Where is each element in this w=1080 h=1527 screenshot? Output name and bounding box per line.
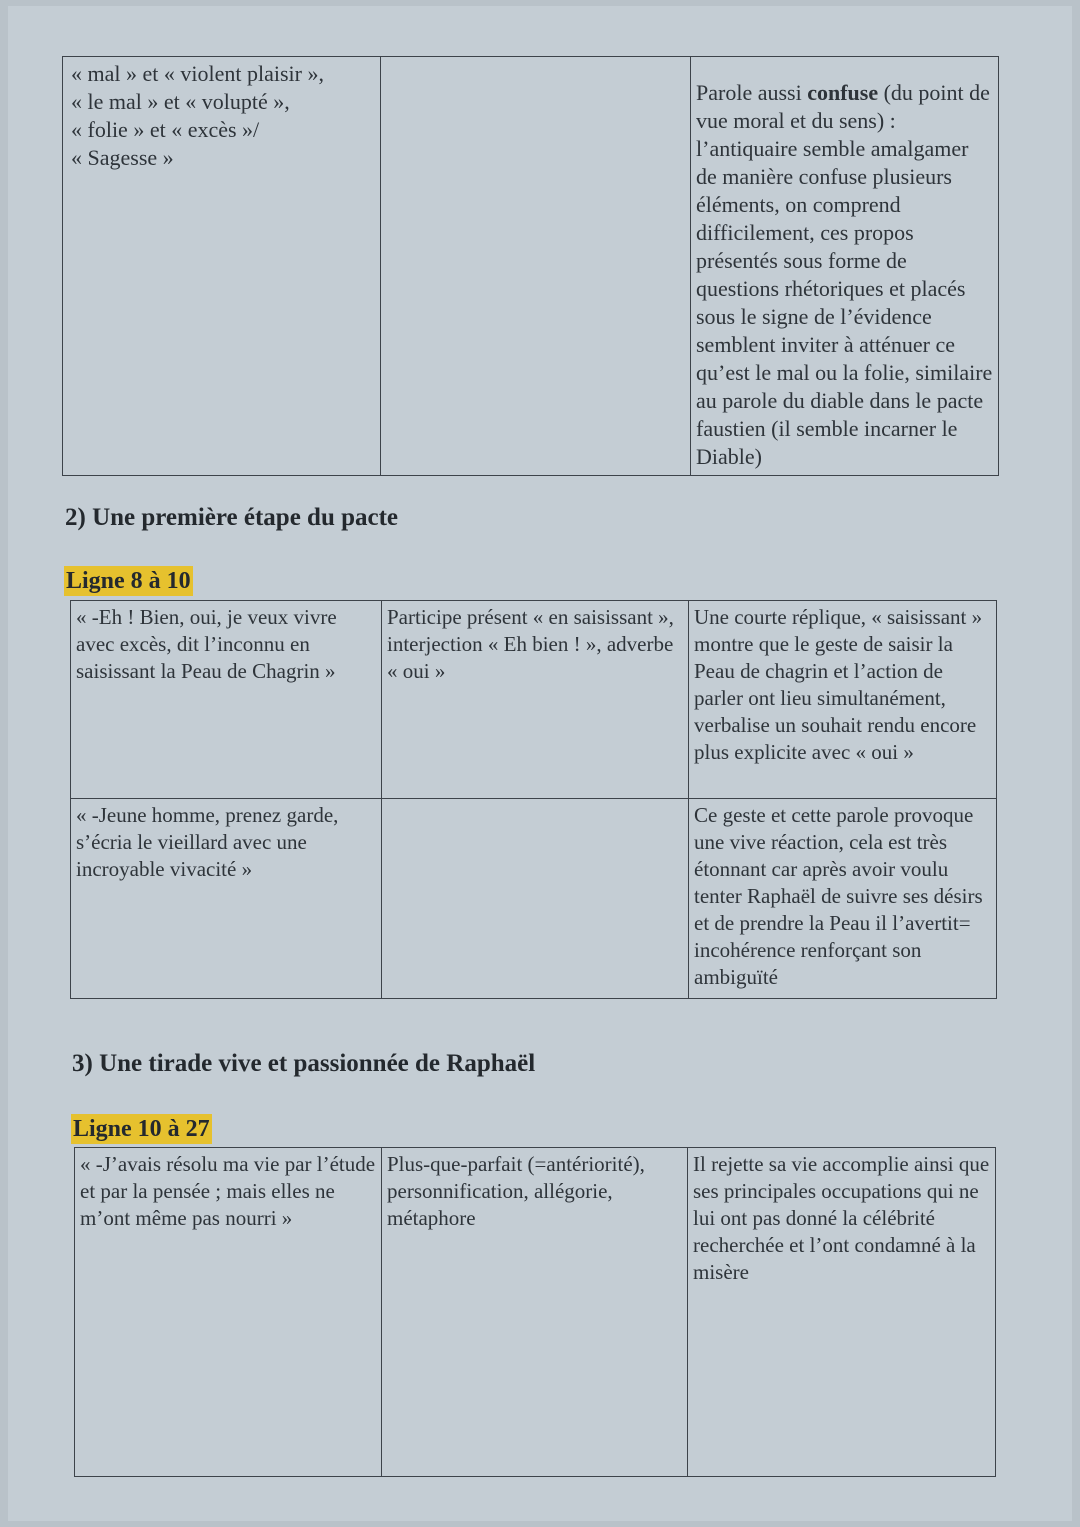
quote-line: « folie » et « excès »/ xyxy=(71,117,260,142)
quote-cell: « -Jeune homme, prenez garde, s’écria le vieillard avec une incroyable vivacité » xyxy=(71,799,382,999)
table-row xyxy=(63,57,999,476)
table-row xyxy=(71,601,997,799)
analysis-emphasis: confuse xyxy=(807,80,879,105)
section-title: 3) Une tirade vive et passionnée de Raphaël xyxy=(72,1050,536,1077)
section-title: 2) Une première étape du pacte xyxy=(65,504,399,531)
quote-line: « mal » et « violent plaisir », xyxy=(71,61,324,86)
analysis-text: Parole aussi xyxy=(696,80,808,105)
quote-line: « Sagesse » xyxy=(71,145,174,170)
devices-cell: Participe présent « en saisissant », interjection « Eh bien ! », adverbe « oui » xyxy=(382,601,689,799)
table-row xyxy=(71,799,997,999)
analysis-table-2 xyxy=(70,600,997,999)
quote-cell xyxy=(63,57,381,476)
line-range-label: Ligne 8 à 10 xyxy=(66,568,191,594)
analysis-cell: Ce geste et cette parole provoque une vive réaction, cela est très étonnant car après avoir voulu tenter Raphaël de suivre ses désirs et de prendre la Peau il l’avertit= incohérence renforçant son ambiguïté xyxy=(689,799,997,999)
devices-cell xyxy=(381,57,691,476)
devices-cell xyxy=(382,799,689,999)
analysis-table-3 xyxy=(74,1147,996,1477)
analysis-cell: Une courte réplique, « saisissant » montre que le geste de saisir la Peau de chagrin et l’action de parler ont lieu simultanément, verbalise un souhait rendu encore plus explicite avec « oui » xyxy=(689,601,997,799)
analysis-cell: Il rejette sa vie accomplie ainsi que ses principales occupations qui ne lui ont pas donné la célébrité recherchée et l’ont condamné à la misère xyxy=(688,1148,996,1477)
analysis-text: (du point de vue moral et du sens) : l’antiquaire semble amalgamer de manière confuse plusieurs éléments, on comprend difficilement, ces propos présentés sous forme de questions rhétoriques et placés sous le signe de l’évidence semblent inviter à atténuer ce qu’est le mal ou la folie, similaire au parole du diable dans le pacte faustien (il semble incarner le Diable) xyxy=(696,80,993,469)
quote-cell: « -Eh ! Bien, oui, je veux vivre avec excès, dit l’inconnu en saisissant la Peau de Chagrin » xyxy=(71,601,382,799)
devices-cell: Plus-que-parfait (=antériorité), personnification, allégorie, métaphore xyxy=(382,1148,688,1477)
quote-cell: « -J’avais résolu ma vie par l’étude et par la pensée ; mais elles ne m’ont même pas nourri » xyxy=(75,1148,382,1477)
table-row xyxy=(75,1148,996,1477)
analysis-table-1 xyxy=(62,56,999,476)
analysis-cell xyxy=(691,57,999,476)
line-range-label: Ligne 10 à 27 xyxy=(73,1116,210,1142)
quote-line: « le mal » et « volupté », xyxy=(71,89,290,114)
